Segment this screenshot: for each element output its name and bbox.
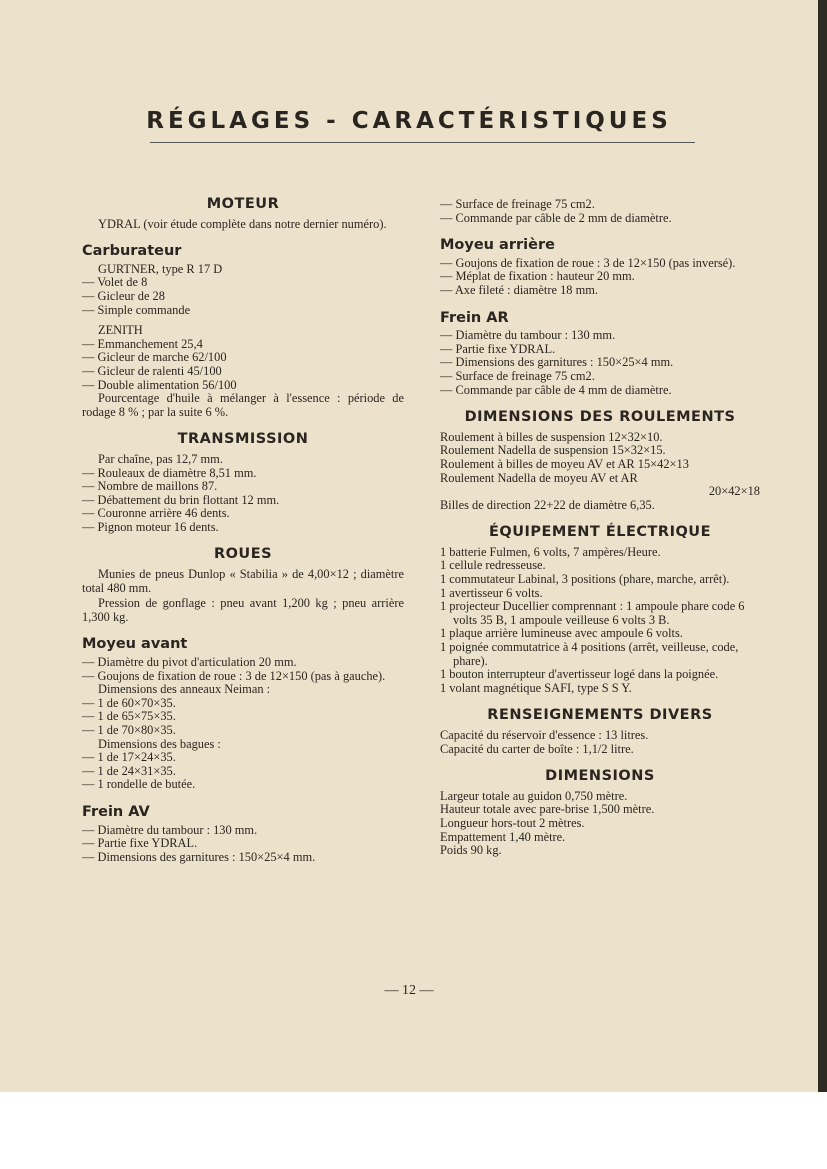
neiman-item: — 1 de 60×70×35. <box>82 697 404 711</box>
roulement-line-right: 20×42×18 <box>708 484 760 499</box>
equipement-item: 1 avertisseur 6 volts. <box>440 587 760 601</box>
right-column <box>440 198 760 858</box>
frein-ar-item: — Partie fixe YDRAL. <box>440 343 760 357</box>
left-column <box>82 198 404 864</box>
gurtner-model: GURTNER, type R 17 D <box>98 261 223 276</box>
renseignements-heading: RENSEIGNEMENTS DIVERS <box>487 707 713 724</box>
frein-av-heading: Frein AV <box>82 803 150 820</box>
dimension-line: Largeur totale au guidon 0,750 mètre. <box>440 788 628 803</box>
renseignement-line: Capacité du carter de boîte : 1,1/2 litre. <box>440 741 634 756</box>
transmission-item: — Pignon moteur 16 dents. <box>82 521 404 535</box>
moyeu-avant-heading: Moyeu avant <box>82 636 188 653</box>
gurtner-item: — Simple commande <box>82 304 404 318</box>
zenith-model: ZENITH <box>98 323 143 338</box>
frein-av-item: — Dimensions des garnitures : 150×25×4 mm. <box>82 851 404 865</box>
equipement-item: 1 projecteur Ducellier comprennant : 1 ampoule phare code 6 volts 35 B, 1 ampoule veilleuse 6 volts 3 B. <box>440 600 760 627</box>
binding-edge <box>818 0 827 1092</box>
renseignement-line: Capacité du réservoir d'essence : 13 litres. <box>440 728 649 742</box>
roulements-heading: DIMENSIONS DES ROULEMENTS <box>464 409 736 426</box>
equipement-heading: ÉQUIPEMENT ÉLECTRIQUE <box>489 524 711 541</box>
zenith-item: — Emmanchement 25,4 <box>82 338 404 352</box>
bagues-title: Dimensions des bagues : <box>98 736 221 751</box>
moteur-heading: MOTEUR <box>206 196 280 212</box>
bagues-item: — 1 de 24×31×35. <box>82 765 404 779</box>
equipement-item: 1 volant magnétique SAFI, type S S Y. <box>440 682 760 696</box>
transmission-item: — Couronne arrière 46 dents. <box>82 507 404 521</box>
neiman-item: — 1 de 65×75×35. <box>82 710 404 724</box>
moyeu-avant-item: — Goujons de fixation de roue : 3 de 12×150 (pas à gauche). <box>82 670 404 684</box>
oil-mix-note: Pourcentage d'huile à mélanger à l'essence : période de rodage 8 % ; par la suite 6 %. <box>82 391 404 419</box>
roulement-line: Roulement Nadella de moyeu AV et AR <box>440 470 638 485</box>
frein-ar-item: — Surface de freinage 75 cm2. <box>440 370 760 384</box>
neiman-item: — 1 de 70×80×35. <box>82 724 404 738</box>
equipement-item: 1 poignée commutatrice à 4 positions (arrêt, veilleuse, code, phare). <box>440 641 760 668</box>
bagues-item: — 1 rondelle de butée. <box>82 778 404 792</box>
zenith-item: — Double alimentation 56/100 <box>82 379 404 393</box>
frein-av-item: — Partie fixe YDRAL. <box>82 837 404 851</box>
transmission-item: — Débattement du brin flottant 12 mm. <box>82 494 404 508</box>
frein-av-item: — Diamètre du tambour : 130 mm. <box>82 824 404 838</box>
dimension-line: Hauteur totale avec pare-brise 1,500 mètre. <box>440 802 655 817</box>
transmission-item: — Rouleaux de diamètre 8,51 mm. <box>82 467 404 481</box>
page-number: — 12 — <box>384 983 434 998</box>
bagues-item: — 1 de 17×24×35. <box>82 751 404 765</box>
roues-tyres: Munies de pneus Dunlop « Stabilia » de 4,00×12 ; diamètre total 480 mm. <box>82 567 404 595</box>
roulement-line: Roulement Nadella de suspension 15×32×15. <box>440 443 666 458</box>
frein-ar-item: — Diamètre du tambour : 130 mm. <box>440 329 760 343</box>
equipement-item: 1 bouton interrupteur d'avertisseur logé dans la poignée. <box>440 668 760 682</box>
frein-ar-heading: Frein AR <box>440 309 509 326</box>
transmission-intro: Par chaîne, pas 12,7 mm. <box>98 451 223 466</box>
carburateur-heading: Carburateur <box>82 243 182 260</box>
moyeu-arriere-item: — Axe fileté : diamètre 18 mm. <box>440 284 760 298</box>
dimensions-heading: DIMENSIONS <box>545 768 655 785</box>
dimension-line: Poids 90 kg. <box>440 843 502 858</box>
frein-av-item: — Commande par câble de 2 mm de diamètre. <box>440 212 760 226</box>
moyeu-arriere-heading: Moyeu arrière <box>440 237 555 254</box>
title-underline <box>150 142 695 143</box>
gurtner-item: — Volet de 8 <box>82 276 404 290</box>
frein-ar-item: — Commande par câble de 4 mm de diamètre. <box>440 384 760 398</box>
moyeu-arriere-item: — Goujons de fixation de roue : 3 de 12×150 (pas inversé). <box>440 257 760 271</box>
equipement-item: 1 commutateur Labinal, 3 positions (phare, marche, arrêt). <box>440 573 760 587</box>
zenith-item: — Gicleur de marche 62/100 <box>82 351 404 365</box>
equipement-item: 1 batterie Fulmen, 6 volts, 7 ampères/Heure. <box>440 546 760 560</box>
moyeu-arriere-item: — Méplat de fixation : hauteur 20 mm. <box>440 270 760 284</box>
roulement-line: Billes de direction 22+22 de diamètre 6,35. <box>440 497 655 512</box>
roues-pressure: Pression de gonflage : pneu avant 1,200 kg ; pneu arrière 1,300 kg. <box>82 596 404 624</box>
dimension-line: Empattement 1,40 mètre. <box>440 829 566 844</box>
neiman-title: Dimensions des anneaux Neiman : <box>98 682 271 697</box>
roues-heading: ROUES <box>213 546 273 563</box>
transmission-item: — Nombre de maillons 87. <box>82 480 404 494</box>
transmission-heading: TRANSMISSION <box>177 431 309 448</box>
frein-ar-item: — Dimensions des garnitures : 150×25×4 mm. <box>440 356 760 370</box>
dimension-line: Longueur hors-tout 2 mètres. <box>440 815 585 830</box>
roulement-line: Roulement à billes de moyeu AV et AR 15×42×13 <box>440 456 689 471</box>
frein-av-item: — Surface de freinage 75 cm2. <box>440 198 760 212</box>
zenith-item: — Gicleur de ralenti 45/100 <box>82 365 404 379</box>
roulement-line: Roulement à billes de suspension 12×32×10. <box>440 429 663 444</box>
page-title: RÉGLAGES - CARACTÉRISTIQUES <box>146 108 672 134</box>
equipement-item: 1 cellule redresseuse. <box>440 559 760 573</box>
moyeu-avant-item: — Diamètre du pivot d'articulation 20 mm. <box>82 656 404 670</box>
equipement-item: 1 plaque arrière lumineuse avec ampoule 6 volts. <box>440 627 760 641</box>
gurtner-item: — Gicleur de 28 <box>82 290 404 304</box>
moteur-text: YDRAL (voir étude complète dans notre dernier numéro). <box>98 216 387 231</box>
